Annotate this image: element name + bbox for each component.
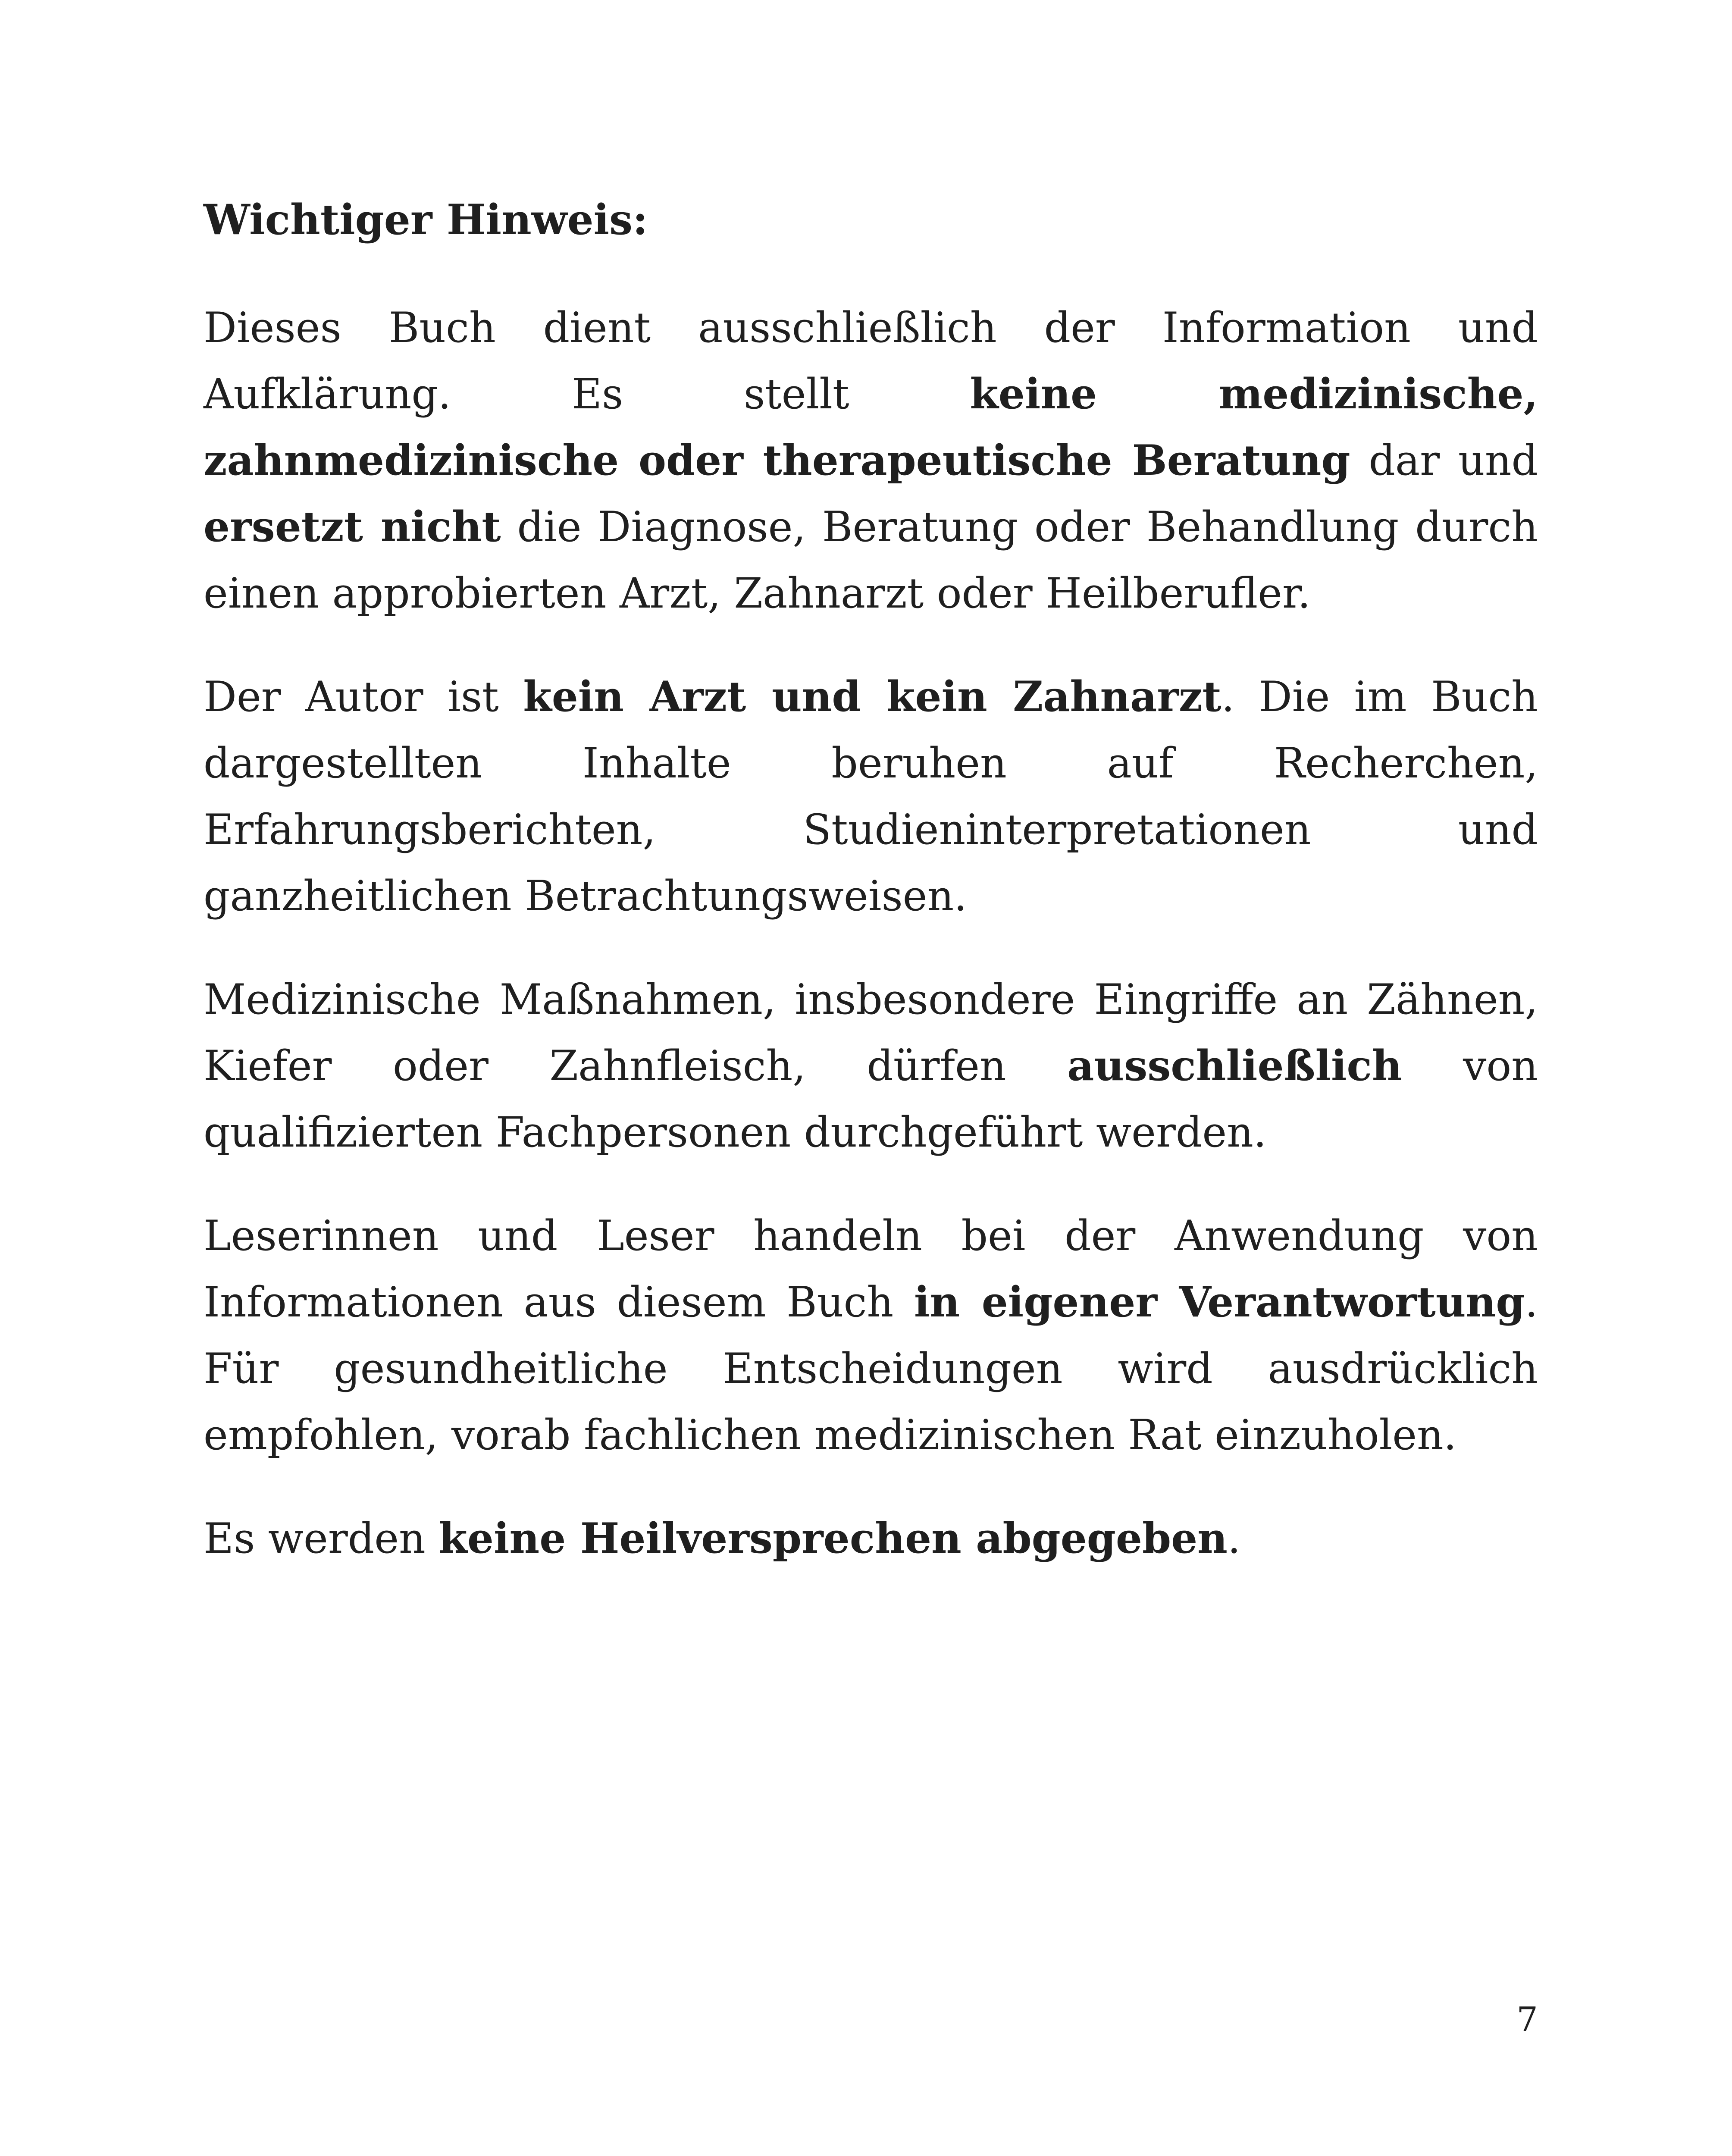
paragraph-medical-measures — [204, 966, 1538, 1166]
text-segment: . — [1227, 1514, 1241, 1563]
emphasis-no-medical-advice: keine medizinische, zahnmedizinische oder therapeutische Beratung — [204, 370, 1538, 485]
text-segment: von qualifizierten Fachpersonen durchgeführt werden. — [204, 1042, 1538, 1157]
emphasis-no-healing-promises: keine Heilversprechen abgegeben — [438, 1514, 1228, 1563]
paragraph-no-promises — [204, 1505, 1538, 1572]
text-segment: . Für gesundheitliche Entscheidungen wird ausdrücklich empfohlen, vorab fachlichen medizinischen Rat einzuholen. — [204, 1278, 1538, 1460]
paragraph-responsibility — [204, 1203, 1538, 1468]
text-segment: die Diagnose, Beratung oder Behandlung durch einen approbierten Arzt, Zahnarzt oder Heilberufler. — [204, 503, 1538, 618]
text-segment: Medizinische Maßnahmen, insbesondere Eingriffe an Zähnen, Kiefer oder Zahnfleisch, dürfen — [204, 975, 1538, 1091]
text-segment: dar und — [1350, 436, 1538, 485]
disclaimer-content — [204, 196, 1538, 1609]
text-segment: Der Autor ist — [204, 673, 523, 721]
paragraph-purpose — [204, 295, 1538, 627]
heading-important-notice: Wichtiger Hinweis: — [204, 195, 648, 244]
emphasis-exclusively: ausschließlich — [1067, 1041, 1402, 1091]
emphasis-own-responsibility: in eigener Verantwortung — [914, 1278, 1525, 1327]
page-number: 7 — [1516, 2000, 1538, 2039]
paragraph-author — [204, 664, 1538, 929]
text-segment: Dieses Buch dient ausschließlich der Information und Aufklärung. Es stellt — [204, 304, 1538, 419]
emphasis-not-a-doctor: kein Arzt und kein Zahnarzt — [523, 672, 1221, 721]
text-segment: Leserinnen und Leser handeln bei der Anwendung von Informationen aus diesem Buch — [204, 1212, 1538, 1327]
text-segment: Es werden — [204, 1514, 439, 1563]
emphasis-does-not-replace: ersetzt nicht — [204, 502, 501, 552]
text-segment: . Die im Buch dargestellten Inhalte beruhen auf Recherchen, Erfahrungsberichten, Studieninterpretationen und ganzheitlichen Betrachtungsweisen. — [204, 673, 1538, 921]
